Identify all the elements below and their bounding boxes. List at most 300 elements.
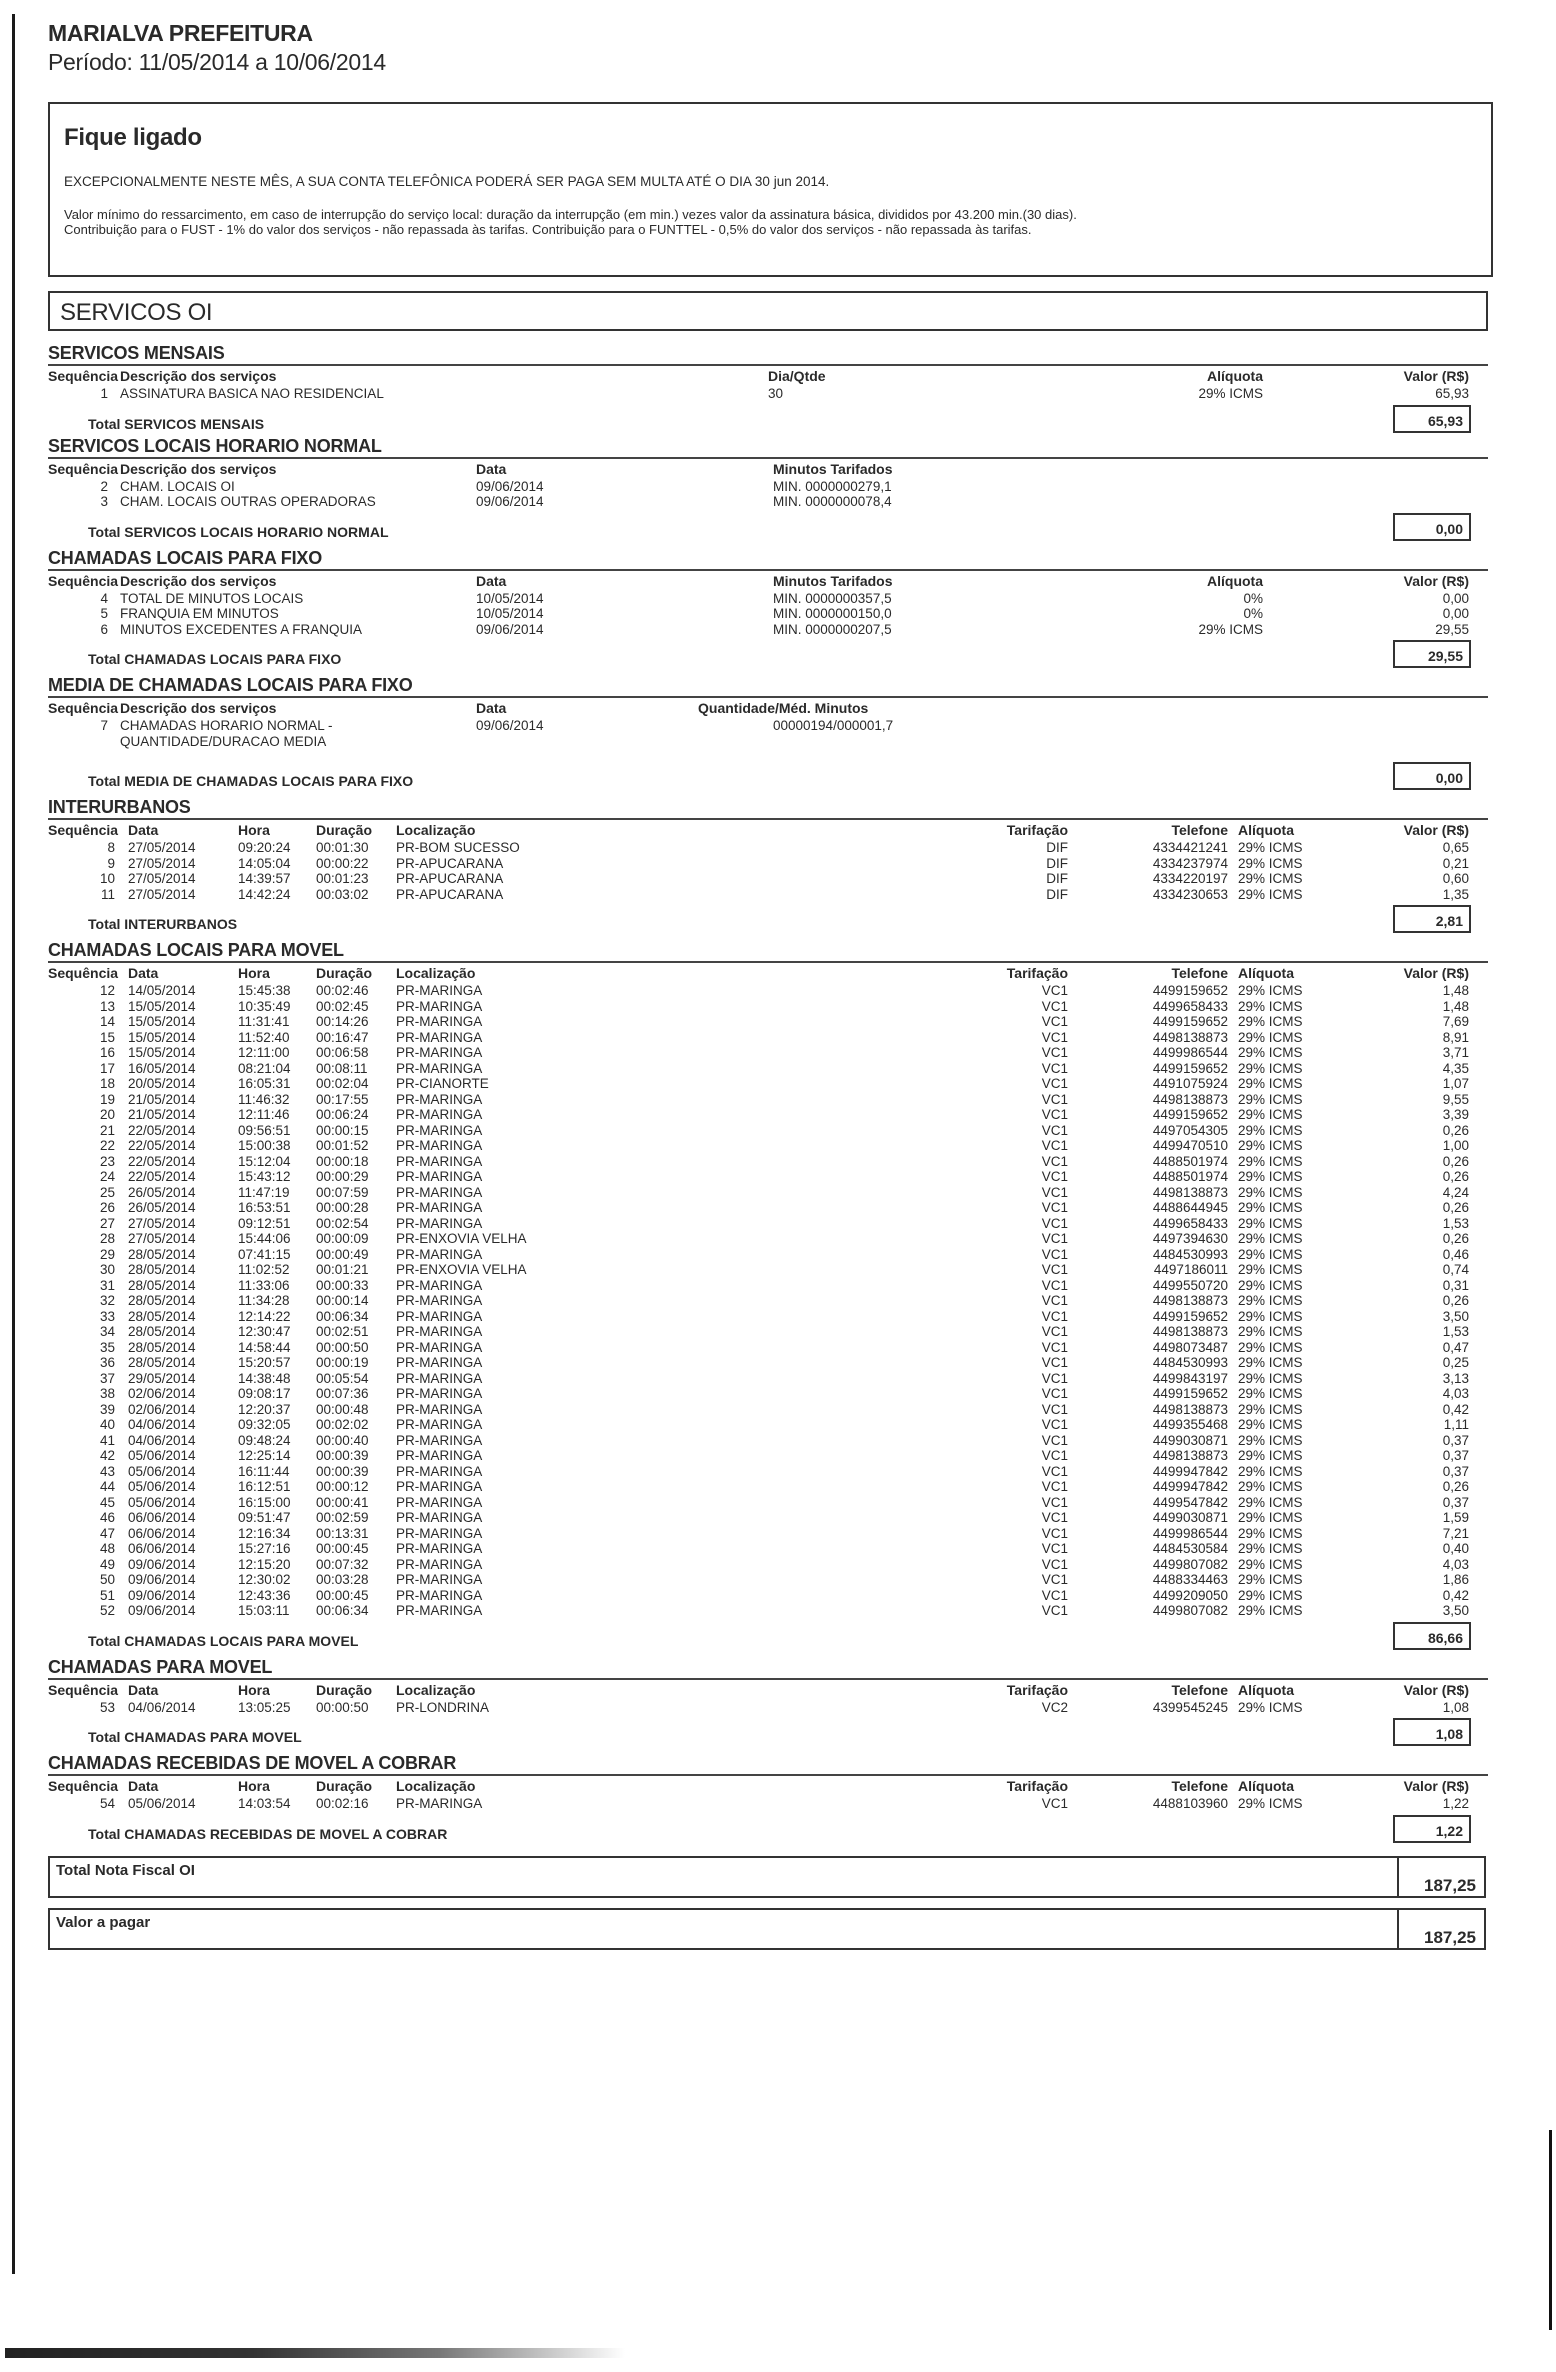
cell-rate: 29% ICMS	[1238, 1494, 1303, 1510]
table-header	[48, 573, 1493, 591]
cell-value: 1,00	[1442, 1138, 1469, 1153]
call-row	[48, 1200, 1493, 1216]
cell-phone: 4499355468	[1152, 1417, 1228, 1432]
cell-duration: 00:00:18	[316, 1153, 369, 1169]
notice-payment-text: EXCEPCIONALMENTE NESTE MÊS, A SUA CONTA TELEFÔNICA PODERÁ SER PAGA SEM MULTA ATÉ O DIA 30 jun 2014.	[64, 174, 830, 189]
total-value: 1,22	[1393, 1815, 1471, 1843]
call-row	[48, 1262, 1493, 1278]
cell-duration: 00:01:52	[316, 1138, 369, 1153]
cell-location: PR-MARINGA	[396, 1603, 483, 1618]
col-seq: Sequência	[48, 368, 119, 384]
cell-date: 26/05/2014	[128, 1200, 196, 1215]
cell-time: 09:32:05	[238, 1417, 291, 1432]
col-duration: Duração	[316, 1681, 373, 1698]
cell-rate: 29% ICMS	[1238, 1386, 1303, 1401]
cell-location: PR-MARINGA	[396, 1324, 483, 1339]
col-seq: Sequência	[48, 460, 119, 477]
cell-duration: 00:00:50	[316, 1339, 369, 1355]
section-local-to-landline	[48, 548, 1493, 672]
cell-time: 11:02:52	[238, 1262, 290, 1277]
col-seq: Sequência	[48, 700, 119, 716]
cell-phone: 4498073487	[1152, 1339, 1228, 1355]
cell-location: PR-MARINGA	[396, 1355, 483, 1370]
col-seq: Sequência	[48, 572, 119, 589]
col-qty-avg: Quantidade/Méd. Minutos	[698, 700, 869, 716]
cell-rate: 29% ICMS	[1238, 1401, 1303, 1417]
call-row	[48, 1324, 1493, 1340]
cell-seq: 39	[99, 1401, 115, 1417]
cell-date: 04/06/2014	[128, 1417, 196, 1432]
cell-date: 29/05/2014	[128, 1370, 196, 1386]
cell-value: 7,21	[1442, 1525, 1469, 1541]
cell-seq: 28	[99, 1231, 115, 1246]
cell-tariff: VC1	[1041, 998, 1068, 1014]
cell-rate: 29% ICMS	[1238, 886, 1303, 902]
cell-seq: 40	[99, 1417, 115, 1432]
col-value: Valor (R$)	[1403, 965, 1469, 981]
call-row	[48, 1386, 1493, 1402]
cell-value: 65,93	[1435, 386, 1469, 401]
call-row	[48, 1340, 1493, 1356]
cell-duration: 00:06:58	[316, 1045, 369, 1060]
col-rate: Alíquota	[1207, 368, 1263, 384]
customer-name: MARIALVA PREFEITURA	[48, 20, 313, 46]
cell-date: 27/05/2014	[128, 1231, 196, 1246]
col-value: Valor (R$)	[1403, 1778, 1469, 1794]
col-rate: Alíquota	[1207, 572, 1263, 589]
section-title: CHAMADAS PARA MOVEL	[48, 1656, 273, 1677]
col-rate: Alíquota	[1238, 822, 1294, 838]
cell-desc: QUANTIDADE/DURACAO MEDIA	[120, 733, 327, 749]
cell-time: 11:31:41	[238, 1014, 290, 1029]
cell-location: PR-MARINGA	[396, 1308, 483, 1324]
cell-rate: 29% ICMS	[1238, 1029, 1303, 1045]
call-row	[48, 1014, 1493, 1030]
cell-seq: 15	[99, 1029, 115, 1045]
cell-duration: 00:01:23	[316, 871, 369, 886]
cell-time: 11:34:28	[238, 1293, 290, 1308]
table-row	[48, 386, 1493, 402]
cell-duration: 00:00:09	[316, 1231, 369, 1246]
cell-date: 28/05/2014	[128, 1324, 196, 1339]
call-row	[48, 1231, 1493, 1247]
cell-time: 09:51:47	[238, 1510, 291, 1525]
cell-date: 26/05/2014	[128, 1184, 196, 1200]
cell-desc: FRANQUIA EM MINUTOS	[120, 606, 279, 621]
cell-date: 06/06/2014	[128, 1525, 196, 1541]
cell-tariff: VC1	[1041, 1277, 1068, 1293]
section-divider	[48, 364, 1488, 366]
col-seq: Sequência	[48, 965, 119, 981]
cell-location: PR-CIANORTE	[396, 1076, 489, 1091]
cell-time: 15:20:57	[238, 1355, 291, 1370]
cell-value: 0,00	[1442, 606, 1469, 621]
col-minutes: Minutos Tarifados	[773, 572, 893, 589]
cell-seq: 54	[99, 1796, 115, 1811]
cell-date: 09/06/2014	[476, 494, 544, 509]
cell-date: 22/05/2014	[128, 1153, 196, 1169]
cell-tariff: VC1	[1041, 1386, 1068, 1401]
cell-date: 28/05/2014	[128, 1246, 196, 1262]
cell-tariff: DIF	[1046, 855, 1068, 871]
cell-location: PR-MARINGA	[396, 1091, 483, 1107]
col-seq: Sequência	[48, 822, 119, 838]
table-header	[48, 368, 1493, 386]
cell-rate: 29% ICMS	[1238, 1699, 1303, 1715]
cell-rate: 29% ICMS	[1238, 1308, 1303, 1324]
cell-rate: 29% ICMS	[1238, 1572, 1303, 1587]
cell-location: PR-APUCARANA	[396, 855, 504, 871]
cell-value: 1,22	[1442, 1796, 1469, 1811]
cell-phone: 4399545245	[1152, 1699, 1228, 1715]
total-label: Total CHAMADAS LOCAIS PARA FIXO	[88, 651, 342, 667]
cell-seq: 14	[99, 1014, 115, 1029]
call-row	[48, 1185, 1493, 1201]
cell-rate: 29% ICMS	[1238, 1370, 1303, 1386]
call-row	[48, 1479, 1493, 1495]
call-row	[48, 871, 1493, 887]
total-value: 86,66	[1393, 1622, 1471, 1650]
cell-time: 15:45:38	[238, 983, 291, 998]
cell-duration: 00:13:31	[316, 1525, 369, 1541]
call-row	[48, 1123, 1493, 1139]
total-value: 0,00	[1393, 513, 1471, 541]
col-rate: Alíquota	[1238, 1681, 1294, 1698]
col-desc: Descrição dos serviços	[120, 700, 277, 716]
cell-tariff: VC1	[1041, 1200, 1068, 1215]
cell-value: 0,26	[1442, 1479, 1469, 1494]
cell-rate: 29% ICMS	[1238, 1060, 1303, 1076]
col-time: Hora	[238, 1681, 270, 1698]
call-row	[48, 1061, 1493, 1077]
section-to-mobile	[48, 1657, 1493, 1750]
cell-time: 14:39:57	[238, 871, 291, 886]
cell-value: 0,21	[1442, 855, 1469, 871]
cell-rate: 29% ICMS	[1238, 1246, 1303, 1262]
cell-phone: 4499843197	[1152, 1370, 1228, 1386]
cell-phone: 4498138873	[1152, 1184, 1228, 1200]
col-seq: Sequência	[48, 1681, 119, 1698]
cell-time: 11:47:19	[238, 1184, 290, 1200]
cell-location: PR-MARINGA	[396, 1541, 483, 1556]
call-row	[48, 1355, 1493, 1371]
cell-seq: 7	[100, 718, 108, 733]
cell-value: 1,08	[1442, 1699, 1469, 1715]
col-seq: Sequência	[48, 1778, 119, 1794]
cell-duration: 00:03:02	[316, 886, 369, 902]
cell-seq: 16	[99, 1045, 115, 1060]
cell-seq: 41	[99, 1432, 115, 1448]
cell-location: PR-MARINGA	[396, 998, 483, 1014]
total-label: Total CHAMADAS RECEBIDAS DE MOVEL A COBRAR	[88, 1825, 448, 1842]
col-date: Data	[128, 1778, 159, 1794]
call-row	[48, 1138, 1493, 1154]
cell-date: 21/05/2014	[128, 1107, 196, 1122]
section-divider	[48, 961, 1488, 963]
section-monthly-services	[48, 343, 1493, 436]
section-long-distance	[48, 797, 1493, 936]
cell-date: 27/05/2014	[128, 855, 196, 871]
invoice-page	[48, 18, 1493, 1950]
cell-location: PR-MARINGA	[396, 1138, 483, 1153]
cell-value: 0,26	[1442, 1293, 1469, 1308]
call-row	[48, 1464, 1493, 1480]
total-label: Total SERVICOS MENSAIS	[88, 415, 265, 432]
section-total	[48, 643, 1493, 671]
total-value: 0,00	[1393, 762, 1471, 790]
cell-rate: 29% ICMS	[1238, 1262, 1303, 1277]
cell-value: 1,48	[1442, 998, 1469, 1014]
cell-rate: 29% ICMS	[1238, 1556, 1303, 1572]
col-value: Valor (R$)	[1403, 822, 1469, 838]
cell-phone: 4334230653	[1152, 886, 1228, 902]
cell-location: PR-APUCARANA	[396, 871, 504, 886]
cell-duration: 00:00:12	[316, 1479, 369, 1494]
cell-rate: 29% ICMS	[1238, 1541, 1303, 1556]
section-title: SERVICOS LOCAIS HORARIO NORMAL	[48, 435, 382, 456]
cell-date: 09/06/2014	[128, 1587, 196, 1603]
cell-value: 0,37	[1442, 1494, 1469, 1510]
cell-seq: 34	[99, 1324, 115, 1339]
cell-date: 28/05/2014	[128, 1339, 196, 1355]
cell-rate: 29% ICMS	[1238, 1184, 1303, 1200]
col-duration: Duração	[316, 1778, 373, 1794]
cell-value: 0,37	[1442, 1448, 1469, 1463]
cell-phone: 4499159652	[1152, 1060, 1228, 1076]
cell-seq: 27	[99, 1215, 115, 1231]
notice-refund-line: Valor mínimo do ressarcimento, em caso de interrupção do serviço local: duração da interrupção (em min.) vezes valor da assinatura básica, divididos por 43.200 min.(30 dias).	[64, 207, 1077, 222]
cell-tariff: DIF	[1046, 840, 1068, 855]
cell-value: 29,55	[1435, 621, 1469, 637]
cell-value: 1,35	[1442, 886, 1469, 902]
col-value: Valor (R$)	[1403, 1681, 1469, 1698]
total-label: Total CHAMADAS PARA MOVEL	[88, 1729, 302, 1745]
call-row	[48, 1247, 1493, 1263]
cell-tariff: DIF	[1046, 871, 1068, 886]
cell-phone: 4488501974	[1152, 1153, 1228, 1169]
section-total	[48, 1625, 1493, 1653]
cell-location: PR-MARINGA	[396, 1107, 483, 1122]
cell-rate: 29% ICMS	[1238, 998, 1303, 1014]
cell-time: 14:38:48	[238, 1370, 291, 1386]
col-time: Hora	[238, 965, 270, 981]
col-duration: Duração	[316, 822, 373, 838]
notice-box	[48, 102, 1493, 277]
cell-date: 09/06/2014	[476, 621, 544, 637]
cell-location: PR-MARINGA	[396, 1184, 483, 1200]
cell-tariff: DIF	[1046, 886, 1068, 902]
cell-duration: 00:00:39	[316, 1463, 369, 1479]
cell-tariff: VC1	[1041, 1510, 1068, 1525]
cell-rate: 29% ICMS	[1238, 1153, 1303, 1169]
section-total	[48, 765, 1493, 793]
cell-seq: 3	[100, 494, 108, 509]
cell-value: 1,86	[1442, 1572, 1469, 1587]
cell-seq: 4	[100, 590, 108, 606]
cell-duration: 00:00:14	[316, 1293, 369, 1308]
total-value: 2,81	[1393, 905, 1471, 933]
cell-rate: 29% ICMS	[1238, 1355, 1303, 1370]
cell-tariff: VC1	[1041, 1479, 1068, 1494]
scan-right-edge	[1549, 2130, 1552, 2330]
cell-location: PR-MARINGA	[396, 1215, 483, 1231]
cell-tariff: VC1	[1041, 1231, 1068, 1246]
cell-date: 14/05/2014	[128, 983, 196, 998]
cell-value: 0,37	[1442, 1432, 1469, 1448]
invoice-header	[48, 20, 1493, 76]
cell-location: PR-MARINGA	[396, 1277, 483, 1293]
cell-location: PR-LONDRINA	[396, 1699, 490, 1715]
cell-tariff: VC1	[1041, 1339, 1068, 1355]
cell-minutes: MIN. 0000000150,0	[773, 606, 892, 621]
call-row	[48, 1526, 1493, 1542]
cell-time: 12:43:36	[238, 1587, 291, 1603]
cell-location: PR-MARINGA	[396, 1494, 483, 1510]
call-row	[48, 1107, 1493, 1123]
cell-rate: 29% ICMS	[1238, 1277, 1303, 1293]
section-title: CHAMADAS LOCAIS PARA MOVEL	[48, 940, 344, 960]
cell-time: 15:03:11	[238, 1603, 290, 1618]
cell-phone: 4498138873	[1152, 1401, 1228, 1417]
cell-duration: 00:02:02	[316, 1417, 369, 1432]
cell-seq: 22	[99, 1138, 115, 1153]
cell-tariff: VC1	[1041, 1138, 1068, 1153]
call-row	[48, 999, 1493, 1015]
billing-period	[48, 49, 1493, 76]
col-date: Data	[128, 1681, 159, 1698]
cell-location: PR-MARINGA	[396, 1525, 483, 1541]
col-desc: Descrição dos serviços	[120, 460, 277, 477]
cell-date: 22/05/2014	[128, 1122, 196, 1138]
cell-time: 07:41:15	[238, 1246, 291, 1262]
col-rate: Alíquota	[1238, 1778, 1294, 1794]
cell-rate: 29% ICMS	[1238, 1339, 1303, 1355]
section-total	[48, 408, 1493, 436]
cell-rate: 29% ICMS	[1238, 1215, 1303, 1231]
cell-rate: 29% ICMS	[1238, 1076, 1303, 1091]
cell-seq: 43	[99, 1463, 115, 1479]
cell-time: 11:52:40	[238, 1029, 290, 1045]
cell-minutes: MIN. 0000000207,5	[773, 621, 892, 637]
cell-rate: 29% ICMS	[1238, 1014, 1303, 1029]
total-value: 65,93	[1393, 405, 1471, 433]
cell-time: 14:58:44	[238, 1339, 291, 1355]
cell-tariff: VC1	[1041, 1293, 1068, 1308]
cell-location: PR-MARINGA	[396, 1417, 483, 1432]
cell-location: PR-ENXOVIA VELHA	[396, 1231, 527, 1246]
call-row	[48, 1216, 1493, 1232]
cell-rate: 29% ICMS	[1238, 1324, 1303, 1339]
cell-location: PR-MARINGA	[396, 1401, 483, 1417]
cell-duration: 00:17:55	[316, 1091, 369, 1107]
cell-time: 16:53:51	[238, 1200, 291, 1215]
cell-seq: 52	[99, 1603, 115, 1618]
cell-tariff: VC1	[1041, 1355, 1068, 1370]
cell-location: PR-MARINGA	[396, 1796, 483, 1811]
col-location: Localização	[396, 1681, 476, 1698]
cell-time: 12:30:47	[238, 1324, 291, 1339]
cell-value: 0,00	[1442, 590, 1469, 606]
cell-phone: 4488334463	[1152, 1572, 1228, 1587]
cell-seq: 50	[99, 1572, 115, 1587]
cell-date: 04/06/2014	[128, 1432, 196, 1448]
cell-seq: 11	[100, 886, 115, 902]
call-row	[48, 1371, 1493, 1387]
cell-seq: 35	[99, 1339, 115, 1355]
cell-date: 16/05/2014	[128, 1060, 196, 1076]
cell-rate: 29% ICMS	[1238, 1603, 1303, 1618]
col-rate: Alíquota	[1238, 965, 1294, 981]
cell-value: 1,48	[1442, 983, 1469, 998]
cell-tariff: VC1	[1041, 1587, 1068, 1603]
cell-value: 0,65	[1442, 840, 1469, 855]
section-total	[48, 516, 1493, 544]
cell-seq: 53	[99, 1699, 115, 1715]
cell-phone: 4499550720	[1152, 1277, 1228, 1293]
cell-date: 28/05/2014	[128, 1355, 196, 1370]
cell-desc: CHAM. LOCAIS OI	[120, 478, 235, 494]
cell-duration: 00:07:32	[316, 1556, 369, 1572]
cell-time: 12:30:02	[238, 1572, 291, 1587]
cell-rate: 29% ICMS	[1238, 1463, 1303, 1479]
cell-date: 15/05/2014	[128, 998, 196, 1014]
period-value: 11/05/2014 a 10/06/2014	[138, 49, 386, 75]
call-row	[48, 1402, 1493, 1418]
cell-seq: 6	[100, 621, 108, 637]
cell-qty: 30	[768, 386, 784, 401]
cell-duration: 00:00:28	[316, 1200, 369, 1215]
section-total	[48, 1721, 1493, 1749]
cell-duration: 00:01:21	[316, 1262, 369, 1277]
cell-date: 05/06/2014	[128, 1448, 196, 1463]
cell-seq: 24	[99, 1169, 115, 1184]
cell-tariff: VC1	[1041, 1184, 1068, 1200]
table-row	[48, 622, 1493, 638]
cell-tariff: VC1	[1041, 1262, 1068, 1277]
cell-tariff: VC1	[1041, 1215, 1068, 1231]
cell-date: 09/06/2014	[128, 1572, 196, 1587]
cell-tariff: VC2	[1041, 1699, 1068, 1715]
cell-date: 10/05/2014	[476, 606, 544, 621]
cell-tariff: VC1	[1041, 1091, 1068, 1107]
cell-location: PR-APUCARANA	[396, 886, 504, 902]
cell-phone: 4497186011	[1153, 1262, 1228, 1277]
cell-time: 12:25:14	[238, 1448, 291, 1463]
cell-location: PR-MARINGA	[396, 1153, 483, 1169]
cell-phone: 4484530993	[1152, 1246, 1228, 1262]
cell-duration: 00:06:34	[316, 1308, 369, 1324]
cell-location: PR-MARINGA	[396, 1370, 483, 1386]
section-average-calls	[48, 675, 1493, 793]
cell-tariff: VC1	[1041, 1045, 1068, 1060]
cell-date: 22/05/2014	[128, 1138, 196, 1153]
cell-rate: 29% ICMS	[1238, 1231, 1303, 1246]
cell-duration: 00:14:26	[316, 1014, 369, 1029]
cell-date: 28/05/2014	[128, 1293, 196, 1308]
amount-due-label: Valor a pagar	[56, 1913, 151, 1931]
col-phone: Telefone	[1171, 965, 1228, 981]
cell-tariff: VC1	[1041, 1370, 1068, 1386]
cell-date: 06/06/2014	[128, 1510, 196, 1525]
cell-seq: 38	[99, 1386, 115, 1401]
table-row-continued	[48, 734, 1493, 750]
cell-duration: 00:07:36	[316, 1386, 369, 1401]
cell-rate: 29% ICMS	[1238, 1200, 1303, 1215]
cell-time: 12:16:34	[238, 1525, 291, 1541]
cell-time: 14:03:54	[238, 1796, 291, 1811]
cell-phone: 4499030871	[1152, 1510, 1228, 1525]
cell-duration: 00:00:29	[316, 1169, 369, 1184]
